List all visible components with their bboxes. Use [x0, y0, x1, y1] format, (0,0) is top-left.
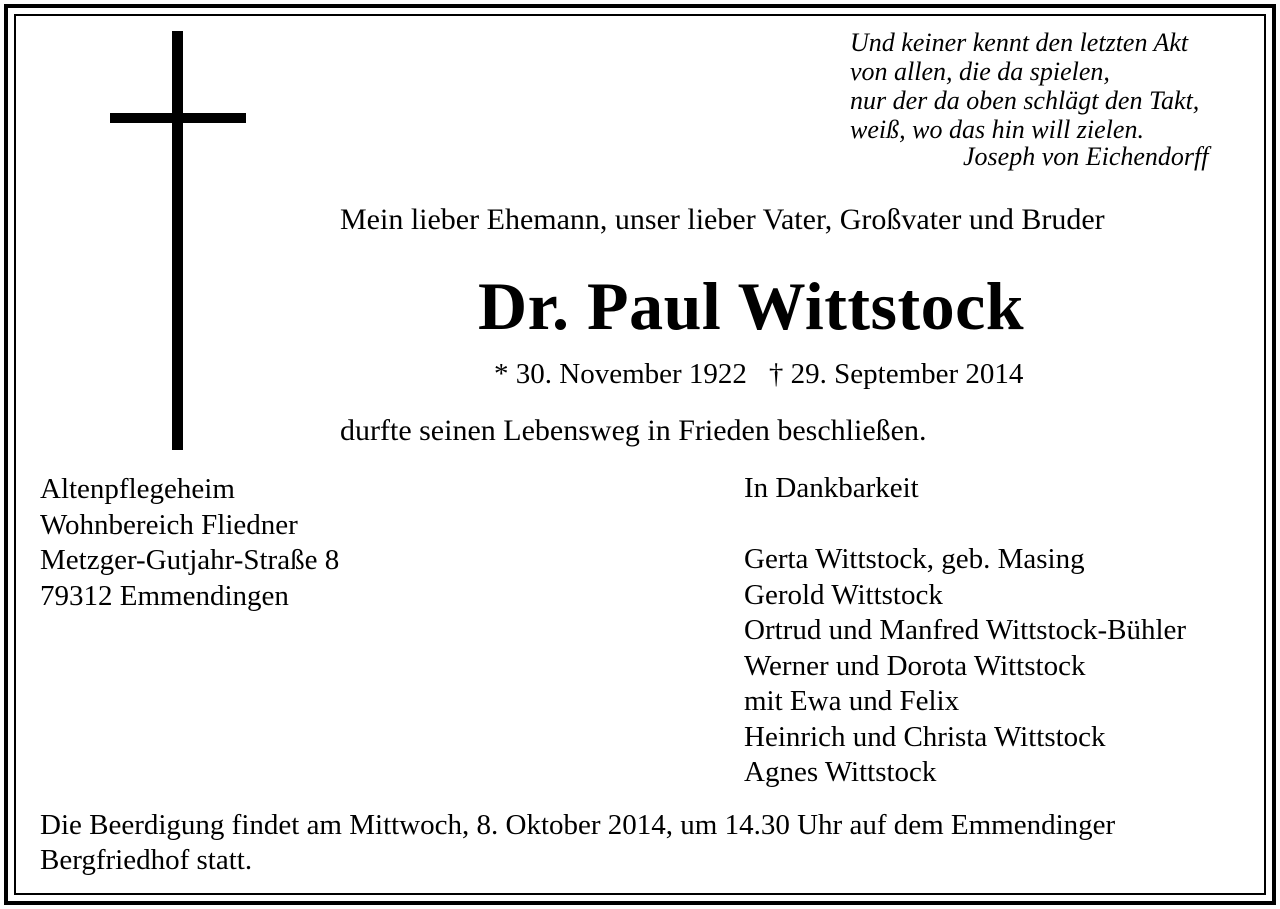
family-member: Ortrud und Manfred Wittstock-Bühler: [744, 614, 1187, 646]
family-member: Agnes Wittstock: [744, 756, 937, 788]
family-list: [744, 542, 1186, 791]
poem-line: von allen, die da spielen,: [850, 57, 1110, 86]
deceased-name: Dr. Paul Wittstock: [478, 268, 1025, 344]
family-member: Heinrich und Christa Wittstock: [744, 720, 1106, 753]
intro-text: Mein lieber Ehemann, unser lieber Vater, Großvater und Bruder: [340, 203, 1105, 236]
address-line: Wohnbereich Fliedner: [40, 508, 298, 541]
cross-icon: [172, 31, 183, 450]
family-member: Werner und Dorota Wittstock: [744, 649, 1086, 682]
cross-icon-bar: [110, 113, 246, 123]
birth-date: * 30. November 1922: [494, 358, 747, 390]
poem-author: Joseph von Eichendorff: [963, 142, 1209, 171]
life-dates: [494, 358, 1023, 391]
closing-text: durfte seinen Lebensweg in Frieden beschließen.: [340, 414, 927, 447]
poem-line: weiß, wo das hin will zielen.: [850, 115, 1144, 144]
address-line: 79312 Emmendingen: [40, 579, 289, 612]
poem-line: nur der da oben schlägt den Takt,: [850, 86, 1200, 115]
address-block: [40, 472, 339, 614]
address-line: Metzger-Gutjahr-Straße 8: [40, 544, 340, 576]
poem: [850, 28, 1199, 144]
poem-line: Und keiner kennt den letzten Akt: [850, 28, 1189, 57]
address-line: Altenpflegeheim: [40, 473, 235, 505]
family-member: Gerold Wittstock: [744, 578, 943, 611]
thanks-heading: In Dankbarkeit: [744, 472, 919, 504]
family-member: Gerta Wittstock, geb. Masing: [744, 543, 1085, 575]
family-member: mit Ewa und Felix: [744, 685, 960, 717]
death-date: † 29. September 2014: [768, 358, 1024, 390]
funeral-notice: Die Beerdigung findet am Mittwoch, 8. Oktober 2014, um 14.30 Uhr auf dem Emmendinger Bergfriedhof statt.: [40, 809, 1116, 876]
